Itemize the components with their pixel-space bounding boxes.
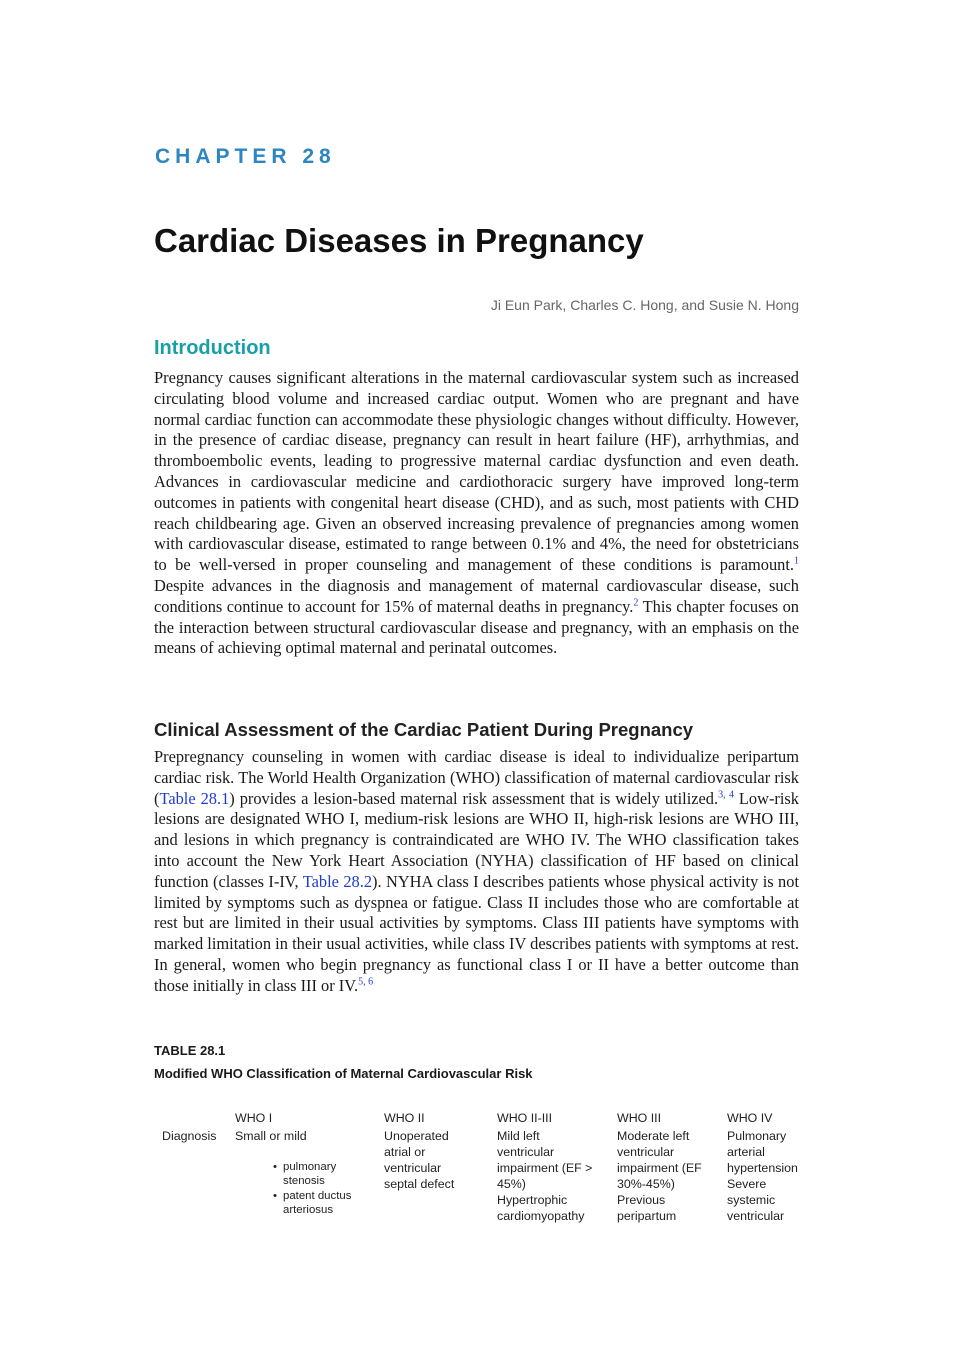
table-28-1-link[interactable]: Table 28.1 [159, 788, 230, 808]
table-cell-who3 [617, 1128, 702, 1224]
clinical-assessment-paragraph [154, 747, 799, 997]
citation-3-4[interactable]: 3, 4 [718, 789, 734, 801]
table-cell-who2-3 [497, 1128, 592, 1224]
table-header-who4: WHO IV [727, 1111, 773, 1125]
intro-text-c: This chapter focuses on the interaction between structural cardiovascular disease and pregnancy, with an emphasis on the means of achieving optimal maternal and perinatal outcomes. [154, 596, 800, 658]
cell-line: 30%-45%) [617, 1177, 675, 1191]
clinical-text-b: ) provides a lesion-based maternal risk assessment that is widely utilized. [229, 788, 719, 808]
clinical-text-a: Prepregnancy counseling in women with cardiac disease is ideal to individualize peripartum cardiac risk. The World Health Organization (WHO) classification of maternal cardiovascular risk ( [154, 747, 799, 808]
who1-bullet-list [273, 1160, 373, 1218]
table-cell-who2 [384, 1128, 454, 1192]
table-cell-who4 [727, 1128, 798, 1224]
cell-line: 45%) [497, 1177, 526, 1191]
cell-line: peripartum [617, 1209, 677, 1223]
chapter-label: CHAPTER 28 [155, 145, 336, 168]
clinical-text-c: Low-risk lesions are designated WHO I, medium-risk lesions are WHO II, high-risk lesions are WHO III, and lesions in which pregnancy is contraindicated are WHO IV. The WHO classification takes into account the New York Heart Association (NYHA) classification of HF based on clinical function (classes I-IV, [154, 788, 799, 891]
table-header-who3: WHO III [617, 1111, 662, 1125]
cell-line: Severe [727, 1177, 767, 1191]
cell-line: arterial [727, 1145, 765, 1159]
cell-line: systemic [727, 1193, 776, 1207]
citation-5-6[interactable]: 5, 6 [358, 976, 374, 988]
cell-line: impairment (EF > [497, 1161, 593, 1175]
cell-line: ventricular [617, 1145, 675, 1159]
cell-line: Hypertrophic [497, 1193, 568, 1207]
cell-line: hypertension [727, 1161, 798, 1175]
cell-line: ventricular [497, 1145, 555, 1159]
authors: Ji Eun Park, Charles C. Hong, and Susie N. Hong [490, 297, 799, 313]
intro-text-b: Despite advances in the diagnosis and management of maternal cardiovascular disease, such conditions continue to account for 15% of maternal deaths in pregnancy. [154, 575, 799, 616]
table-caption: Modified WHO Classification of Maternal Cardiovascular Risk [154, 1066, 533, 1081]
citation-1[interactable]: 1 [794, 555, 799, 567]
cell-line: atrial or [384, 1145, 426, 1159]
citation-2[interactable]: 2 [633, 597, 639, 609]
chapter-title: Cardiac Diseases in Pregnancy [154, 222, 644, 259]
table-header-who1: WHO I [235, 1111, 273, 1125]
table-header-who2: WHO II [384, 1111, 425, 1125]
list-item: • patent ductus arteriosus [273, 1189, 373, 1217]
table-label: TABLE 28.1 [154, 1043, 226, 1058]
cell-line: Pulmonary [727, 1129, 787, 1143]
list-item: • pulmonary stenosis [273, 1160, 373, 1188]
clinical-assessment-heading: Clinical Assessment of the Cardiac Patient During Pregnancy [154, 719, 694, 740]
introduction-heading: Introduction [154, 337, 271, 359]
cell-line: Moderate left [617, 1129, 690, 1143]
cell-line: Unoperated [384, 1129, 449, 1143]
table-cell-who1: Small or mild [235, 1129, 307, 1143]
cell-line: cardiomyopathy [497, 1209, 585, 1223]
cell-line: ventricular [727, 1209, 785, 1223]
table-header-who2-3: WHO II-III [497, 1111, 553, 1125]
cell-line: septal defect [384, 1177, 455, 1191]
cell-line: impairment (EF [617, 1161, 702, 1175]
cell-line: ventricular [384, 1161, 442, 1175]
cell-line: Previous [617, 1193, 666, 1207]
introduction-paragraph [154, 368, 799, 659]
clinical-text-d: ). NYHA class I describes patients whose physical activity is not limited by symptoms such as dyspnea or fatigue. Class II includes those who are comfortable at rest but are limited in their usual activities by symptoms. Class III patients have symptoms with marked limitation in their usual activities, while class IV describes patients with symptoms at rest. In general, women who begin pregnancy as functional class I or II have a better outcome than those initially in class III or IV. [154, 871, 799, 995]
cell-line: Mild left [497, 1129, 540, 1143]
intro-text-a: Pregnancy causes significant alterations in the maternal cardiovascular system such as increased circulating blood volume and increased cardiac output. Women who are pregnant and have normal cardiac function can accommodate these physiologic changes without difficulty. However, in the presence of cardiac disease, pregnancy can result in heart failure (HF), arrhythmias, and thromboembolic events, leading to progressive maternal cardiac dysfunction and even death. Advances in cardiovascular medicine and cardiothoracic surgery have improved long-term outcomes in patients with congenital heart disease (CHD), and as such, most patients with CHD reach childbearing age. Given an observed increasing prevalence of pregnancies among women with cardiovascular disease, estimated to range between 0.1% and 4%, the need for obstetricians to be well-versed in proper counseling and management of these conditions is paramount. [154, 368, 799, 575]
table-28-2-link[interactable]: Table 28.2 [302, 871, 373, 891]
table-row-label: Diagnosis [162, 1129, 217, 1143]
